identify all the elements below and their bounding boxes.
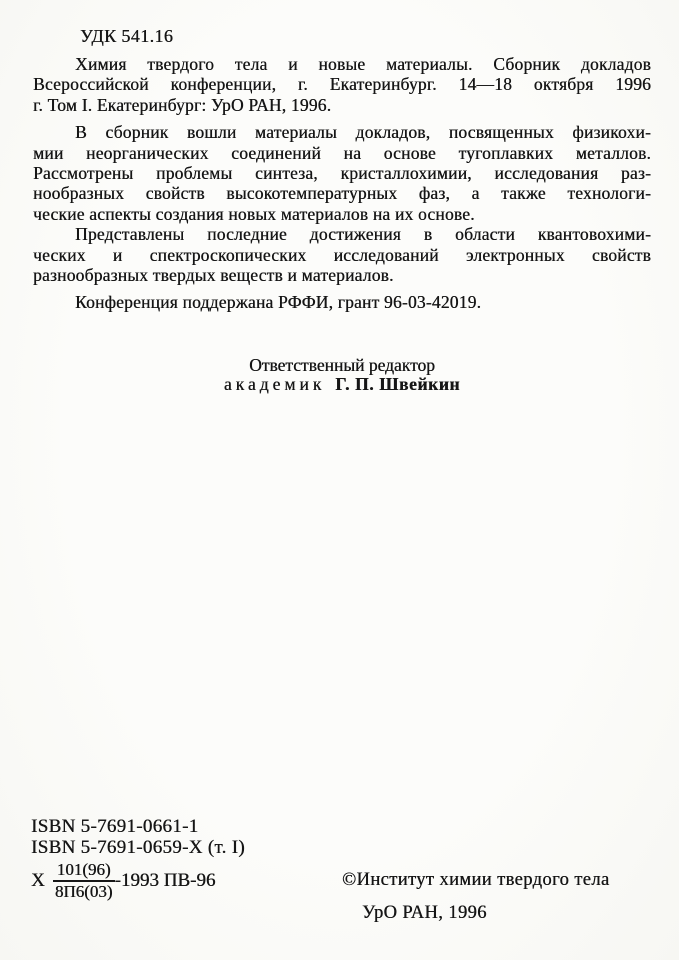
abstract-paragraph-2 [33,224,651,285]
abstract-block [33,54,651,313]
udk-code: УДК 541.16 [80,26,174,46]
editor-block [33,356,651,394]
text-line: ческие аспекты создания новых материалов на их основе. [33,203,475,224]
copyright-line-2: УрО РАН, 1996 [362,903,487,923]
bibliographic-description [33,54,651,115]
editor-name-line [33,375,651,394]
text-line: Химия твердого тела и новые материалы. Сборник докладов [75,54,651,74]
text-line: мии неорганических соединений на основе тугоплавких металлов. [33,142,651,163]
copyright-block [342,870,610,923]
isbn-block [31,817,245,858]
editor-name: Г. П. Швейкин [335,374,461,394]
text-line: Представлены последние достижения в области квантовохими- [75,224,651,245]
author-mark-fraction [53,861,115,901]
copyright-line-1: ©Институт химии твердого тела [342,870,610,890]
text-line: Всероссийской конференции, г. Екатеринбург. 14—18 октября 1996 [33,74,651,95]
text-line: г. Том I. Екатеринбург: УрО РАН, 1996. [33,94,332,115]
text-line: Рассмотрены проблемы синтеза, кристаллохимии, исследования раз- [33,163,651,184]
isbn-line-2: ISBN 5-7691-0659-X (т. I) [31,836,245,858]
fraction-numerator: 101(96) [53,861,115,882]
text-line: Конференция поддержана РФФИ, грант 96-03-42019. [75,292,482,313]
editor-role-line: Ответственный редактор [249,355,435,375]
author-mark-prefix: Х [31,870,45,891]
text-line: разнообразных твердых веществ и материалов. [33,265,394,286]
isbn-line-1: ISBN 5-7691-0661-1 [31,816,199,837]
text-line: нообразных свойств высокотемпературных фаз, а также технологи- [33,183,651,204]
author-mark-suffix: -1993 ПВ-96 [114,870,216,891]
text-line: ческих и спектроскопических исследований электронных свойств [33,244,651,265]
author-mark [31,861,215,901]
grant-note [33,292,651,312]
text-line: В сборник вошли материалы докладов, посвященных физикохи- [75,122,651,143]
fraction-denominator: 8П6(03) [54,882,113,901]
abstract-paragraph-1 [33,122,651,224]
editor-rank: академик [223,374,326,394]
